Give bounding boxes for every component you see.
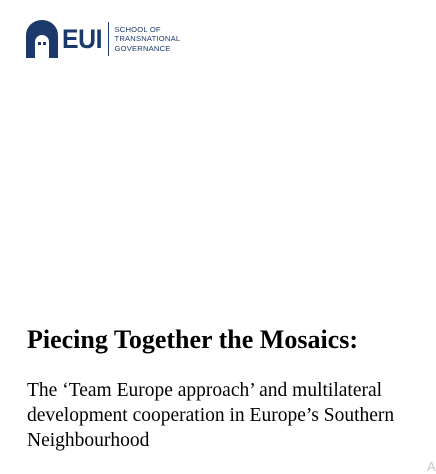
subtitle-line: The ‘Team Europe approach’ and multilateral: [27, 380, 383, 401]
document-subtitle: [27, 378, 394, 453]
school-name-line: SCHOOL OF: [114, 25, 161, 35]
logo-divider: [108, 22, 109, 56]
school-name: [115, 25, 181, 53]
document-title: Piecing Together the Mosaics:: [27, 325, 358, 354]
eui-arch-logo-icon: [26, 20, 58, 58]
subtitle-line: development cooperation in Europe’s Southern: [27, 405, 395, 426]
subtitle-line: Neighbourhood: [27, 430, 150, 451]
school-name-line: GOVERNANCE: [114, 43, 171, 53]
eui-wordmark: EUI: [62, 23, 103, 54]
eui-logo: [26, 20, 180, 58]
school-name-line: TRANSNATIONAL: [114, 34, 181, 44]
page-mark: A: [427, 459, 436, 474]
